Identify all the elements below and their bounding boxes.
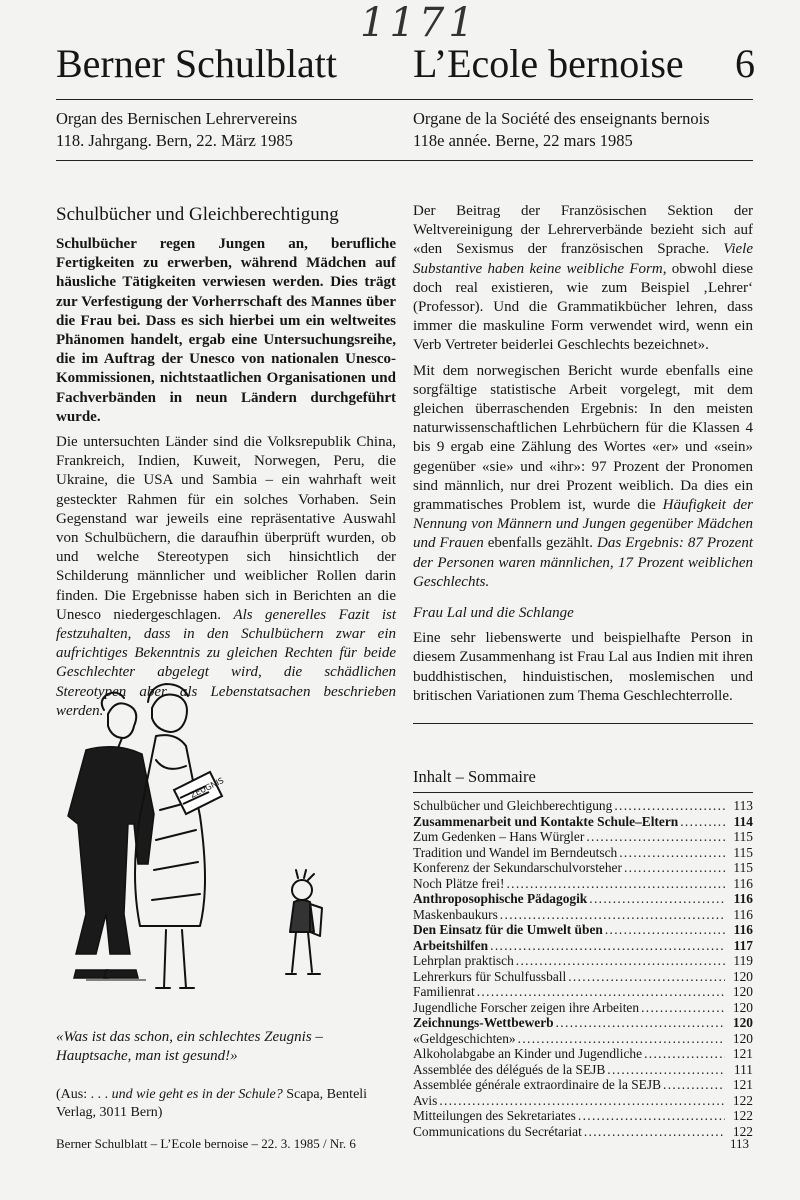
toc-item-page: 114 — [733, 813, 753, 829]
toc-item-page: 122 — [732, 1123, 753, 1139]
footer-text: Berner Schulblatt – L’Ecole bernoise – 22. 3. 1985 / Nr. 6 — [56, 1136, 356, 1151]
article-paragraph-3-italic-d: Das Ergebnis: 87 Prozent der Personen waren männlichen, 17 Prozent weiblichen Geschlechts. — [413, 535, 753, 590]
toc-item-page: 121 — [732, 1077, 753, 1092]
toc-item-title: Mitteilungen des Sekretariates — [413, 1108, 576, 1123]
toc-item-page: 116 — [733, 906, 753, 922]
toc-title-rule — [413, 792, 753, 793]
toc-leader-dots — [439, 1093, 725, 1109]
toc-item-page: 120 — [732, 968, 753, 984]
toc-title: Inhalt – Sommaire — [413, 767, 536, 786]
article-paragraph-3-a: Mit dem norwegischen Bericht wurde ebenfalls eine sorgfältige statistische Arbeit vorgelegt, mit dem gleichen überraschenden Ergebnis: In den meisten naturwissenschaftlichen Lehrbüchern für die Klassen 4 bis 9 ergab eine Zählung des Wortes «er» und «sein» gegenüber «sie» und «ihr»: 97 Prozent der Pronomen sind männlich, nur drei Prozent weiblich. Da dies ein grammatisches Problem ist, wurde die — [413, 362, 753, 514]
article-paragraph-3-italic-b: Häufigkeit der Nennung von Männern und Jungen gegenüber Mädchen und Frauen — [413, 497, 753, 552]
toc-item-page: 116 — [733, 891, 753, 906]
subheader-rule — [56, 160, 753, 161]
article-paragraph-2-italic: Viele Substantive haben keine weibliche Form, — [413, 241, 753, 277]
article-subheading: Frau Lal und die Schlange — [413, 605, 574, 622]
toc-leader-dots — [644, 1046, 725, 1062]
toc-item-title: Konferenz der Sekundarschulvorsteher — [413, 860, 622, 875]
toc-item — [413, 953, 753, 969]
toc-leader-dots — [477, 984, 725, 1000]
toc-leader-dots — [518, 1031, 725, 1047]
toc-item — [413, 1031, 753, 1047]
masthead-title-french: L’Ecole bernoise — [413, 41, 684, 86]
toc-item — [413, 1046, 753, 1062]
toc-item-page: 120 — [732, 1030, 753, 1046]
source-title: und wie geht es in der Schule? — [111, 1087, 283, 1102]
subheader-french-line1: Organe de la Société des enseignants bernois — [413, 109, 710, 128]
toc-item-page: 116 — [733, 875, 753, 891]
toc-leader-dots — [680, 814, 725, 830]
toc-item-page: 111 — [733, 1061, 753, 1077]
article-paragraph-2-a: Der Beitrag der Französischen Sektion der Weltvereinigung der Lehrerverbände bezieht sich auf «den Sexismus der französischen Sprache. — [413, 203, 753, 258]
toc-item-title: Avis — [413, 1092, 438, 1108]
toc-item-page: 120 — [732, 999, 753, 1015]
toc-item-title: Communications du Secrétariat — [413, 1123, 582, 1139]
toc-item-page: 122 — [732, 1108, 753, 1123]
toc-item — [413, 1015, 753, 1031]
article-paragraph-3 — [413, 362, 753, 592]
issue-number: 6 — [735, 41, 755, 86]
toc-leader-dots — [619, 845, 725, 861]
toc-item — [413, 922, 753, 938]
toc-item — [413, 876, 753, 892]
toc-leader-dots — [607, 1062, 725, 1078]
masthead-rule — [56, 99, 753, 100]
toc-item — [413, 907, 753, 923]
toc-item-page: 116 — [733, 922, 753, 937]
subheader-french-line2: 118e année. Berne, 22 mars 1985 — [413, 131, 633, 150]
toc-leader-dots — [516, 953, 725, 969]
subheader-german — [56, 108, 297, 152]
toc-item-page: 117 — [733, 937, 753, 953]
cartoon-illustration — [56, 680, 396, 1020]
toc-leader-dots — [578, 1108, 725, 1124]
toc-item — [413, 984, 753, 1000]
article-lead: Schulbücher regen Jungen an, berufliche Fertigkeiten zu erwerben, während Mädchen auf häusliche Tätigkeiten verwiesen werden. Dies trägt zur Verfestigung der Vorherrschaft des Mannes über die Frau bei. Dass es sich hierbei um ein weltweites Phänomen handelt, ergab eine Untersuchungsreihe, die im Auftrag der Unesco von nationalen Unesco-Kommissionen, nichtstaatlichen Organisationen und Fachverbänden in neun Ländern durchgeführt wurde. — [56, 236, 396, 425]
toc-item-page: 119 — [733, 953, 753, 968]
toc-item-title: Anthroposophische Pädagogik — [413, 891, 588, 906]
child-figure — [286, 870, 322, 974]
toc-item-title: «Geldgeschichten» — [413, 1030, 516, 1046]
toc-item — [413, 969, 753, 985]
article-paragraph-1 — [56, 433, 396, 721]
article-right-column — [413, 202, 753, 712]
article-title: Schulbücher und Gleichberechtigung — [56, 204, 339, 225]
footer-page-number: 113 — [730, 1136, 750, 1151]
toc-item-title: Zusammenarbeit und Kontakte Schule–Eltern — [413, 813, 679, 829]
article-paragraph-3-c: ebenfalls gezählt. — [483, 535, 598, 552]
toc-item-title: Lehrerkurs für Schulfussball — [413, 968, 567, 984]
toc-item-page: 115 — [733, 860, 753, 875]
toc-item-title: Noch Plätze frei! — [413, 875, 505, 891]
toc-item — [413, 1093, 753, 1109]
report-card — [174, 772, 225, 814]
toc-item-title: Familienrat — [413, 984, 475, 999]
toc-item-page: 121 — [732, 1046, 753, 1061]
toc-item — [413, 938, 753, 954]
toc-leader-dots — [663, 1077, 725, 1093]
handwritten-note: 1171 — [360, 0, 478, 46]
toc-item-page: 122 — [732, 1092, 753, 1108]
toc-item-page: 115 — [733, 844, 753, 860]
article-paragraph-4: Eine sehr liebenswerte und beispielhafte Person in diesem Zusammenhang ist Frau Lal aus Indien mit ihren buddhistischen, hinduistischen, moslemischen und britischen Variationen zum Thema Geschlechterrolle. — [413, 630, 753, 704]
toc-item-page: 120 — [732, 984, 753, 999]
toc-item-page: 113 — [733, 798, 753, 813]
toc-leader-dots — [584, 1124, 725, 1140]
article-paragraph-1-italic: Als generelles Fazit ist festzuhalten, dass in den Schulbüchern zwar ein aufrichtiges Bekenntnis zu gleichen Rechten für beide Geschlechter abgelegt wird, die schädlichen Stereotypen aber als Lebenstatsachen beschrieben werden. — [56, 606, 397, 719]
source-prefix: (Aus: . . . — [56, 1087, 112, 1102]
toc-leader-dots — [586, 829, 725, 845]
toc-item — [413, 1124, 753, 1140]
toc-item-title: Tradition und Wandel im Berndeutsch — [413, 844, 618, 860]
toc-leader-dots — [614, 798, 725, 814]
subheader-german-line2: 118. Jahrgang. Bern, 22. März 1985 — [56, 131, 293, 150]
toc-item-title: Den Einsatz für die Umwelt üben — [413, 922, 603, 937]
toc-item — [413, 891, 753, 907]
table-of-contents — [413, 798, 753, 1139]
toc-item-title: Alkoholabgabe an Kinder und Jugendliche — [413, 1046, 643, 1061]
report-card-label: ZEUGNIS — [188, 775, 226, 800]
toc-item — [413, 845, 753, 861]
toc-top-rule — [413, 723, 753, 724]
cartoon-source — [56, 1086, 396, 1122]
toc-leader-dots — [605, 922, 725, 938]
article-left-column — [56, 204, 396, 727]
masthead-title-german: Berner Schulblatt — [56, 41, 338, 86]
toc-leader-dots — [624, 860, 725, 876]
toc-item — [413, 1077, 753, 1093]
toc-leader-dots — [589, 891, 725, 907]
toc-leader-dots — [568, 969, 725, 985]
toc-item-page: 120 — [732, 1015, 753, 1030]
article-paragraph-2 — [413, 202, 753, 356]
toc-leader-dots — [556, 1015, 725, 1031]
toc-item — [413, 829, 753, 845]
toc-leader-dots — [500, 907, 725, 923]
cartoon-caption: «Was ist das schon, ein schlechtes Zeugnis – Hauptsache, man ist gesund!» — [56, 1029, 323, 1064]
toc-leader-dots — [506, 876, 725, 892]
toc-item — [413, 1062, 753, 1078]
toc-item-title: Lehrplan praktisch — [413, 953, 514, 968]
toc-item-title: Jugendliche Forscher zeigen ihre Arbeiten — [413, 999, 640, 1015]
toc-leader-dots — [641, 1000, 725, 1016]
toc-item-page: 115 — [733, 829, 753, 844]
toc-item — [413, 814, 753, 830]
toc-item-title: Zum Gedenken – Hans Würgler — [413, 829, 585, 844]
toc-item — [413, 1000, 753, 1016]
article-paragraph-2-c: obwohl diese doch real existieren, wie zum Beispiel ‚Lehrer‘ (Professor). Und die Grammatikbücher lehren, dass immer die maskuline Form verwendet wird, wenn ein Verb Vertreter beiderlei Geschlechts bezeichnet». — [413, 260, 753, 354]
article-paragraph-1-text: Die untersuchten Länder sind die Volksrepublik China, Frankreich, Indien, Kuweit, Norwegen, Peru, die Ukraine, die USA und Sambia – ein wahrhaft weit gesteckter Rahmen für ein solches Vorhaben. Sein Gegenstand war jeweils eine repräsentative Auswahl von Schulbüchern, die daraufhin überprüft wurden, ob und welche Stereotypen sich hinsichtlich der Schilderung männlicher und weiblicher Rollen darin finden. Die Ergebnisse haben sich in Berichten an die Unesco niedergeschlagen. — [56, 434, 396, 623]
toc-item-title: Schulbücher und Gleichberechtigung — [413, 798, 613, 813]
toc-item — [413, 1108, 753, 1124]
toc-item — [413, 798, 753, 814]
toc-leader-dots — [490, 938, 725, 954]
toc-item-title: Maskenbaukurs — [413, 906, 498, 922]
toc-item-title: Assemblée des délégués de la SEJB — [413, 1061, 606, 1077]
source-publisher: Scapa, Benteli Verlag, 3011 Bern) — [56, 1087, 368, 1120]
toc-item-title: Assemblée générale extraordinaire de la SEJB — [413, 1077, 662, 1092]
subheader-german-line1: Organ des Bernischen Lehrervereins — [56, 109, 298, 128]
toc-item-title: Arbeitshilfen — [413, 937, 489, 953]
subheader-french — [413, 108, 710, 152]
man-figure — [68, 747, 154, 978]
toc-item — [413, 860, 753, 876]
toc-item-title: Zeichnungs-Wettbewerb — [413, 1015, 554, 1030]
